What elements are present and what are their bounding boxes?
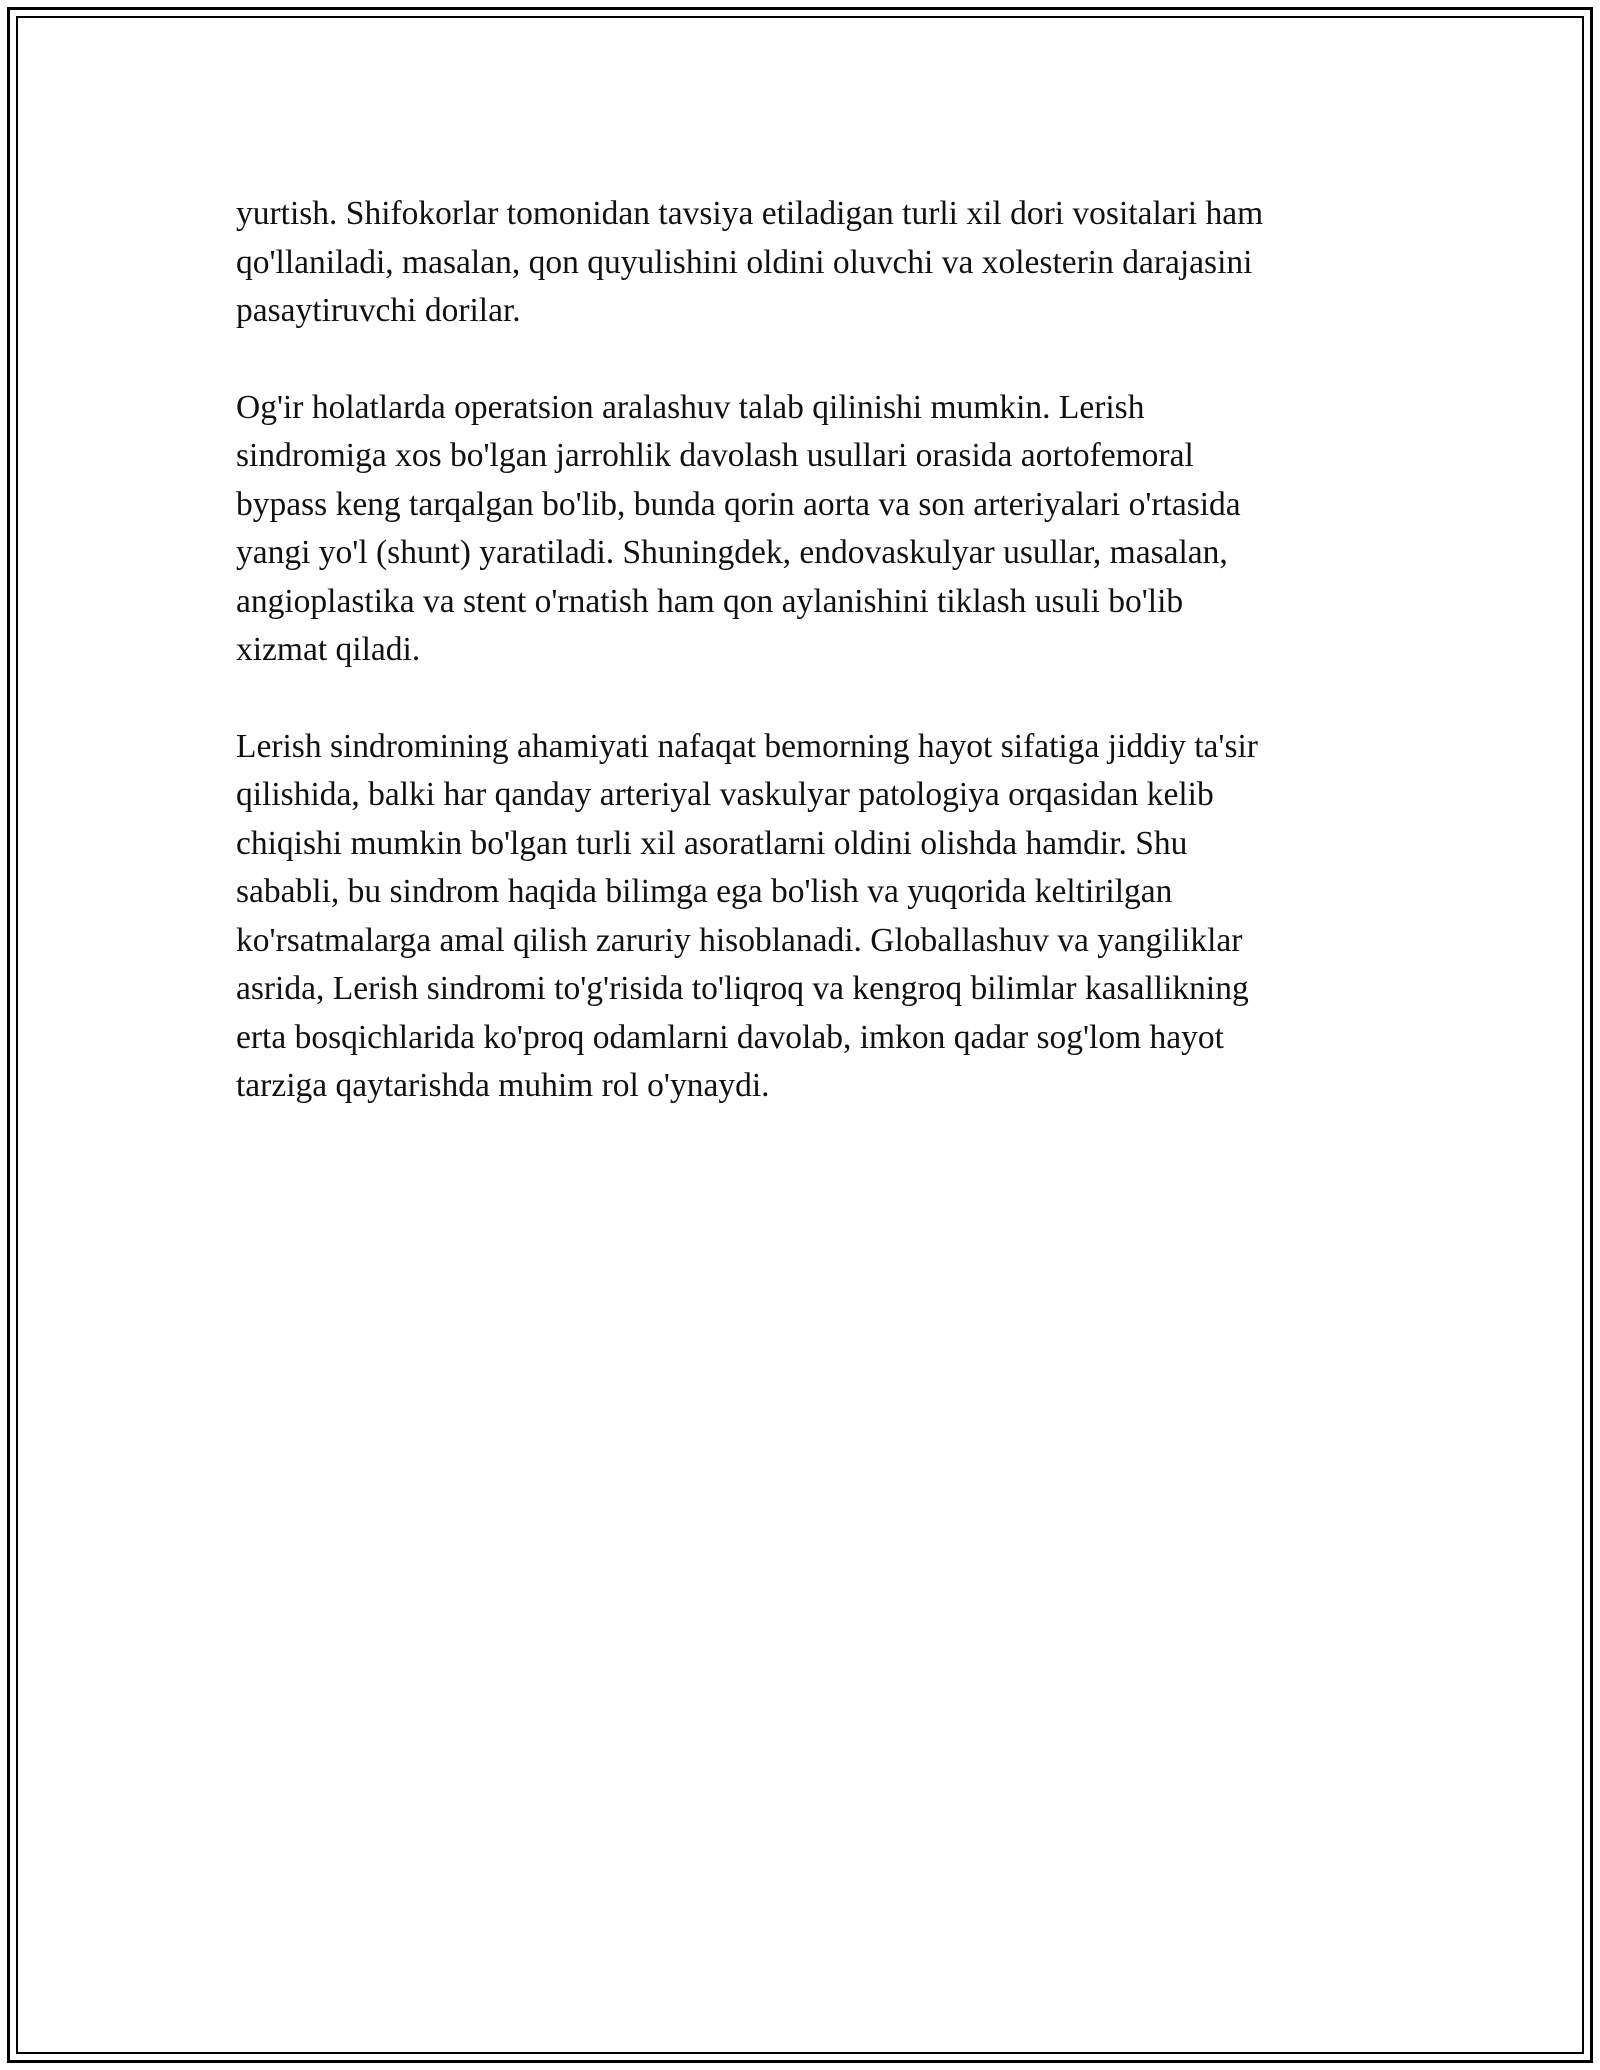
paragraph-surgical-treatment: Og'ir holatlarda operatsion aralashuv talab qilinishi mumkin. Lerish sindromiga xos bo'lgan jarrohlik davolash usullari orasida aortofemoral bypass keng tarqalgan bo'lib, bunda qorin aorta va son arteriyalari o'rtasida yangi yo'l (shunt) yaratiladi. Shuningdek, endovaskulyar usullar, masalan, angioplastika va stent o'rnatish ham qon aylanishini tiklash usuli bo'lib xizmat qiladi. [236, 388, 1241, 668]
paragraph-significance: Lerish sindromining ahamiyati nafaqat bemorning hayot sifatiga jiddiy ta'sir qilishida, balki har qanday arteriyal vaskulyar patologiya orqasidan kelib chiqishi mumkin bo'lgan turli xil asoratlarni oldini olishda hamdir. Shu sababli, bu sindrom haqida bilimga ega bo'lish va yuqorida keltirilgan ko'rsatmalarga amal qilish zaruriy hisoblanadi. Globallashuv va yangiliklar asrida, Lerish sindromi to'g'risida to'liqroq va kengroq bilimlar kasallikning erta bosqichlarida ko'proq odamlarni davolab, imkon qadar sog'lom hayot tarziga qaytarishda muhim rol o'ynaydi. [236, 727, 1258, 1104]
paragraph-medication: yurtish. Shifokorlar tomonidan tavsiya etiladigan turli xil dori vositalari ham qo'llaniladi, masalan, qon quyulishini oldini oluvchi va xolesterin darajasini pasaytiruvchi dorilar. [236, 195, 1264, 329]
document-body [236, 190, 1356, 1159]
